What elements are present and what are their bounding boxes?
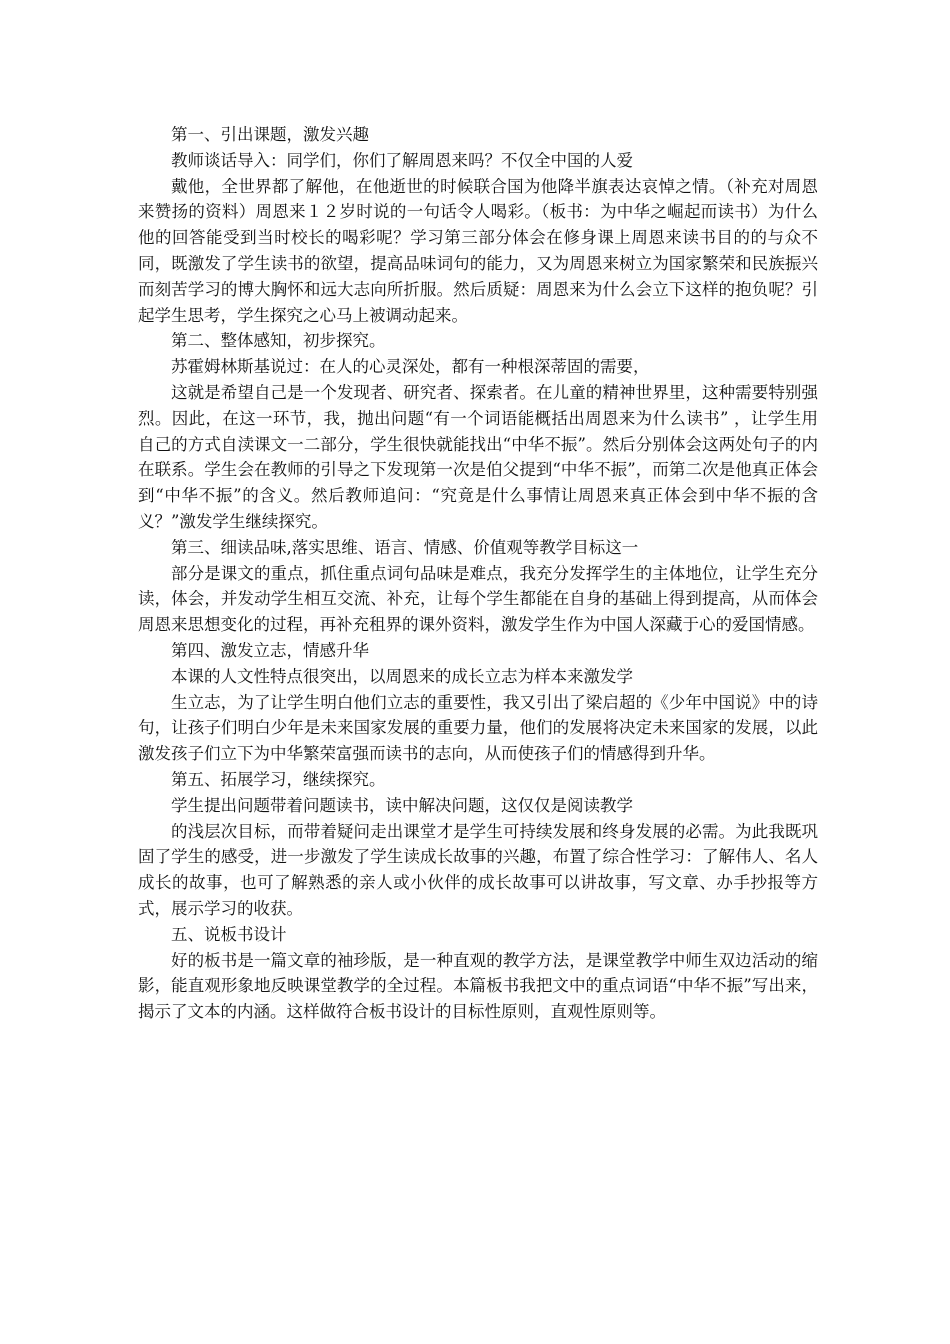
paragraph: 部分是课文的重点，抓住重点词句品味是难点，我充分发挥学生的主体地位，让学生充分读，体会，并发动学生相互交流、补充，让每个学生都能在自身的基础上得到提高，从而体会周恩来思想变化的过程，再补充租界的课外资料，激发学生作为中国人深藏于心的爱国情感。 [138, 563, 818, 635]
paragraph: 的浅层次目标，而带着疑问走出课堂才是学生可持续发展和终身发展的必需。为此我既巩固了学生的感受，进一步激发了学生读成长故事的兴趣，布置了综合性学习：了解伟人、名人成长的故事，也可了解熟悉的亲人或小伙伴的成长故事可以讲故事，写文章、办手抄报等方式，展示学习的收获。 [138, 821, 818, 918]
section-heading-3: 第三、细读品味,落实思维、语言、情感、价值观等教学目标这一 [171, 537, 639, 557]
paragraph: 苏霍姆林斯基说过：在人的心灵深处，都有一种根深蒂固的需要， [171, 357, 650, 377]
section-heading-4: 第四、激发立志，情感升华 [171, 640, 369, 660]
section-heading-board-design: 五、说板书设计 [171, 924, 287, 944]
section-heading-5: 第五、拓展学习，继续探究。 [171, 769, 386, 789]
paragraph: 戴他，全世界都了解他，在他逝世的时候联合国为他降半旗表达哀悼之情。（补充对周恩来赞扬的资料）周恩来１２岁时说的一句话令人喝彩。（板书：为中华之崛起而读书）为什么他的回答能受到当时校长的喝彩呢？学习第三部分体会在修身课上周恩来读书目的的与众不同，既激发了学生读书的欲望，提高品味词句的能力，又为周恩来树立为国家繁荣和民族振兴而刻苦学习的博大胸怀和远大志向所折服。然后质疑：周恩来为什么会立下这样的抱负呢？引起学生思考，学生探究之心马上被调动起来。 [138, 176, 818, 325]
section-heading-2: 第二、整体感知，初步探究。 [171, 331, 386, 351]
paragraph: 好的板书是一篇文章的袖珍版，是一种直观的教学方法，是课堂教学中师生双边活动的缩影，能直观形象地反映课堂教学的全过程。本篇板书我把文中的重点词语“中华不振”写出来，揭示了文本的内涵。这样做符合板书设计的目标性原则，直观性原则等。 [138, 950, 818, 1022]
paragraph: 学生提出问题带着问题读书，读中解决问题，这仅仅是阅读教学 [171, 795, 633, 815]
paragraph: 这就是希望自己是一个发现者、研究者、探索者。在儿童的精神世界里，这种需要特别强烈。因此，在这一环节，我，抛出问题“有一个词语能概括出周恩来为什么读书” ，让学生用自己的方式自渎课文一二部分，学生很快就能找出“中华不振”。然后分别体会这两处句子的内在联系。学生会在教师的引导之下发现第一次是伯父提到“中华不振”，而第二次是他真正体会到“中华不振”的含义。然后教师追问：“究竟是什么事情让周恩来真正体会到中华不振的含义？”激发学生继续探究。 [138, 382, 818, 531]
paragraph: 生立志，为了让学生明白他们立志的重要性，我又引出了梁启超的《少年中国说》中的诗句，让孩子们明白少年是未来国家发展的重要力量，他们的发展将决定未来国家的发展，以此激发孩子们立下为中华繁荣富强而读书的志向，从而使孩子们的情感得到升华。 [138, 692, 818, 764]
document-body [138, 122, 818, 1025]
paragraph: 教师谈话导入：同学们，你们了解周恩来吗？不仅全中国的人爱 [171, 150, 633, 170]
section-heading-1: 第一、引出课题，激发兴趣 [171, 125, 369, 144]
paragraph: 本课的人文性特点很突出，以周恩来的成长立志为样本来激发学 [171, 666, 633, 686]
